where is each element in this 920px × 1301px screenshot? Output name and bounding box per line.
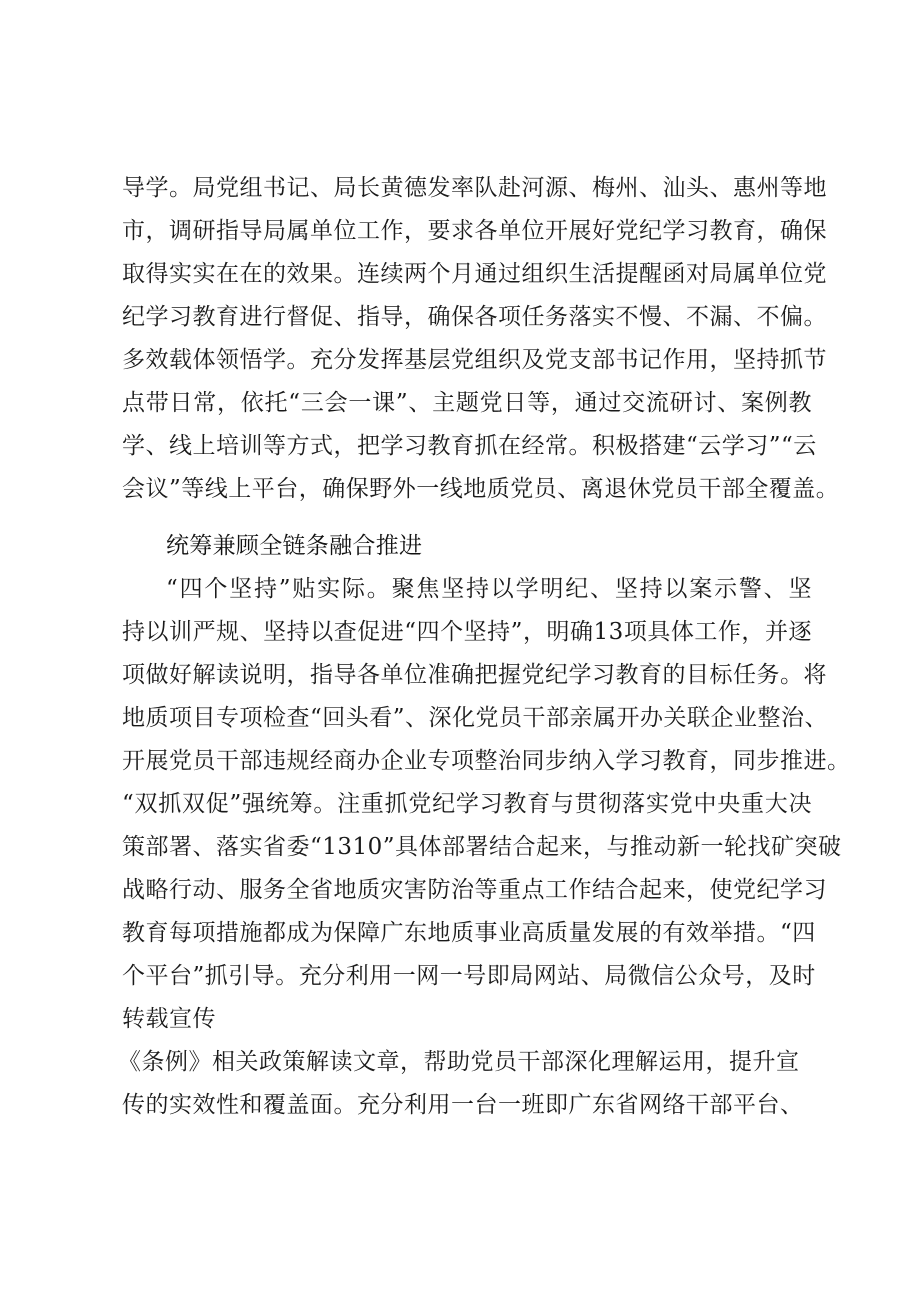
paragraph-line: 转载宣传 (122, 1006, 216, 1032)
paragraph-line: 策部署、落实省委“1310”具体部署结合起来，与推动新一轮找矿突破 (122, 834, 842, 860)
paragraph-line: 个平台”抓引导。充分利用一网一号即局网站、局微信公众号，及时 (122, 963, 816, 989)
paragraph-line: 市，调研指导局属单位工作，要求各单位开展好党纪学习教育，确保 (122, 218, 827, 244)
paragraph-line: 取得实实在在的效果。连续两个月通过组织生活提醒函对局属单位党 (122, 261, 827, 287)
paragraph-line: 多效载体领悟学。充分发挥基层党组织及党支部书记作用，坚持抓节 (122, 347, 827, 373)
paragraph-line: 纪学习教育进行督促、指导，确保各项任务落实不慢、不漏、不偏。 (122, 304, 827, 330)
paragraph-line: 《条例》相关政策解读文章，帮助党员干部深化理解运用，提升宣 (118, 1049, 800, 1075)
paragraph-line: 开展党员干部违规经商办企业专项整治同步纳入学习教育，同步推进。 (122, 748, 851, 774)
paragraph-line: 会议”等线上平台，确保野外一线地质党员、离退休党员干部全覆盖。 (122, 476, 840, 502)
paragraph-line: “双抓双促”强统筹。注重抓党纪学习教育与贯彻落实党中央重大决 (122, 791, 812, 817)
paragraph-line: 地质项目专项检查“回头看”、深化党员干部亲属开办关联企业整治、 (122, 705, 829, 731)
paragraph-line: 持以训严规、坚持以查促进“四个坚持”，明确13项具体工作，并逐 (122, 619, 812, 645)
paragraph-line: “四个坚持”贴实际。聚焦坚持以学明纪、坚持以案示警、坚 (166, 576, 812, 602)
paragraph-line: 项做好解读说明，指导各单位准确把握党纪学习教育的目标任务。将 (122, 662, 827, 688)
paragraph-line: 导学。局党组书记、局长黄德发率队赴河源、梅州、汕头、惠州等地 (122, 175, 827, 201)
paragraph-line: 教育每项措施都成为保障广东地质事业高质量发展的有效举措。“四 (122, 920, 816, 946)
paragraph-line: 点带日常，依托“三会一课”、主题党日等，通过交流研讨、案例教 (122, 390, 812, 416)
paragraph-line: 学、线上培训等方式，把学习教育抓在经常。积极搭建“云学习”“云 (122, 433, 817, 459)
section-heading: 统筹兼顾全链条融合推进 (166, 533, 423, 559)
paragraph-line: 传的实效性和覆盖面。充分利用一台一班即广东省网络干部平台、 (122, 1092, 804, 1118)
paragraph-line: 战略行动、服务全省地质灾害防治等重点工作结合起来，使党纪学习 (122, 877, 827, 903)
